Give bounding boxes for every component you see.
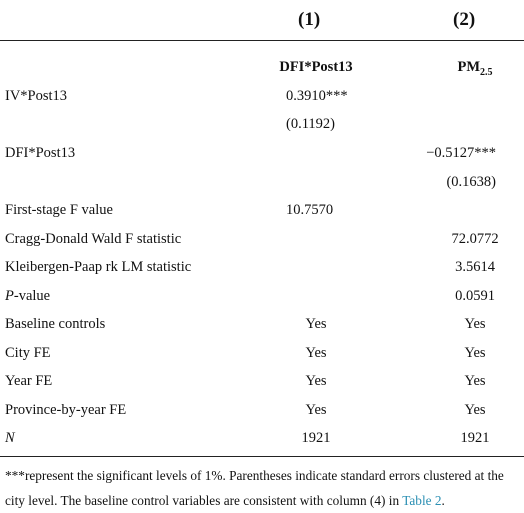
row-label: Province-by-year FE <box>5 402 127 418</box>
table-row <box>0 402 524 430</box>
table-row <box>0 88 524 116</box>
row-value-col2: 1921 <box>460 430 490 446</box>
row-label: Baseline controls <box>5 316 106 332</box>
row-value-col2: 3.5614 <box>455 259 495 275</box>
row-label: DFI*Post13 <box>5 145 76 161</box>
table-row <box>0 202 524 230</box>
table-row <box>0 259 524 287</box>
dependent-variable-row <box>0 59 524 87</box>
row-label: Cragg-Donald Wald F statistic <box>5 231 182 247</box>
row-label: IV*Post13 <box>5 88 68 104</box>
column-header-2: (2) <box>453 9 476 30</box>
table-row <box>0 316 524 344</box>
table-row <box>0 345 524 373</box>
table-row <box>0 174 524 202</box>
row-value-col1: 10.7570 <box>286 202 334 218</box>
row-label: Year FE <box>5 373 53 389</box>
table-row <box>0 116 524 144</box>
row-value-col2: Yes <box>464 345 486 361</box>
note-text: ***represent the significant levels of 1%. Parentheses indicate standard errors clustered at the city level. The baseline control variables are consistent with column (4) in <box>5 468 504 508</box>
row-value-col2: Yes <box>464 402 486 418</box>
row-label: Kleibergen-Paap rk LM statistic <box>5 259 192 275</box>
row-label: First-stage F value <box>5 202 113 218</box>
row-label: N <box>5 430 15 446</box>
row-value-col2: (0.1638) <box>446 174 496 190</box>
row-label-rest: -value <box>13 288 51 304</box>
row-value-col2: Yes <box>464 373 486 389</box>
row-value-col2: −0.5127*** <box>426 145 496 161</box>
row-value-col1: Yes <box>305 316 327 332</box>
table-row <box>0 145 524 173</box>
row-value-col2: 72.0772 <box>451 231 499 247</box>
column-header-1: (1) <box>298 9 321 30</box>
row-value-col2: Yes <box>464 316 486 332</box>
row-value-col1: Yes <box>305 373 327 389</box>
note-end: . <box>441 493 445 508</box>
row-value-col1: Yes <box>305 345 327 361</box>
dep-var-col1: DFI*Post13 <box>279 59 353 75</box>
dep-var-col2 <box>410 59 524 78</box>
row-label: City FE <box>5 345 51 361</box>
row-value-col1: 1921 <box>301 430 331 446</box>
table-note <box>5 463 517 513</box>
table-2-link[interactable]: Table 2 <box>402 493 442 508</box>
footer-rule <box>0 456 524 457</box>
row-value-col1: Yes <box>305 402 327 418</box>
row-value-col1: 0.3910*** <box>286 88 348 104</box>
table-row <box>0 288 524 316</box>
row-value-col1: (0.1192) <box>286 116 335 132</box>
row-label <box>5 288 50 305</box>
row-value-col2: 0.0591 <box>455 288 495 304</box>
table-row <box>0 430 524 458</box>
dep-var-col2-sub: 2.5 <box>480 66 493 78</box>
row-label-italic: P <box>5 288 14 304</box>
table-row <box>0 231 524 259</box>
dep-var-col2-main: PM <box>457 59 481 75</box>
table-row <box>0 373 524 401</box>
header-rule <box>0 40 524 41</box>
